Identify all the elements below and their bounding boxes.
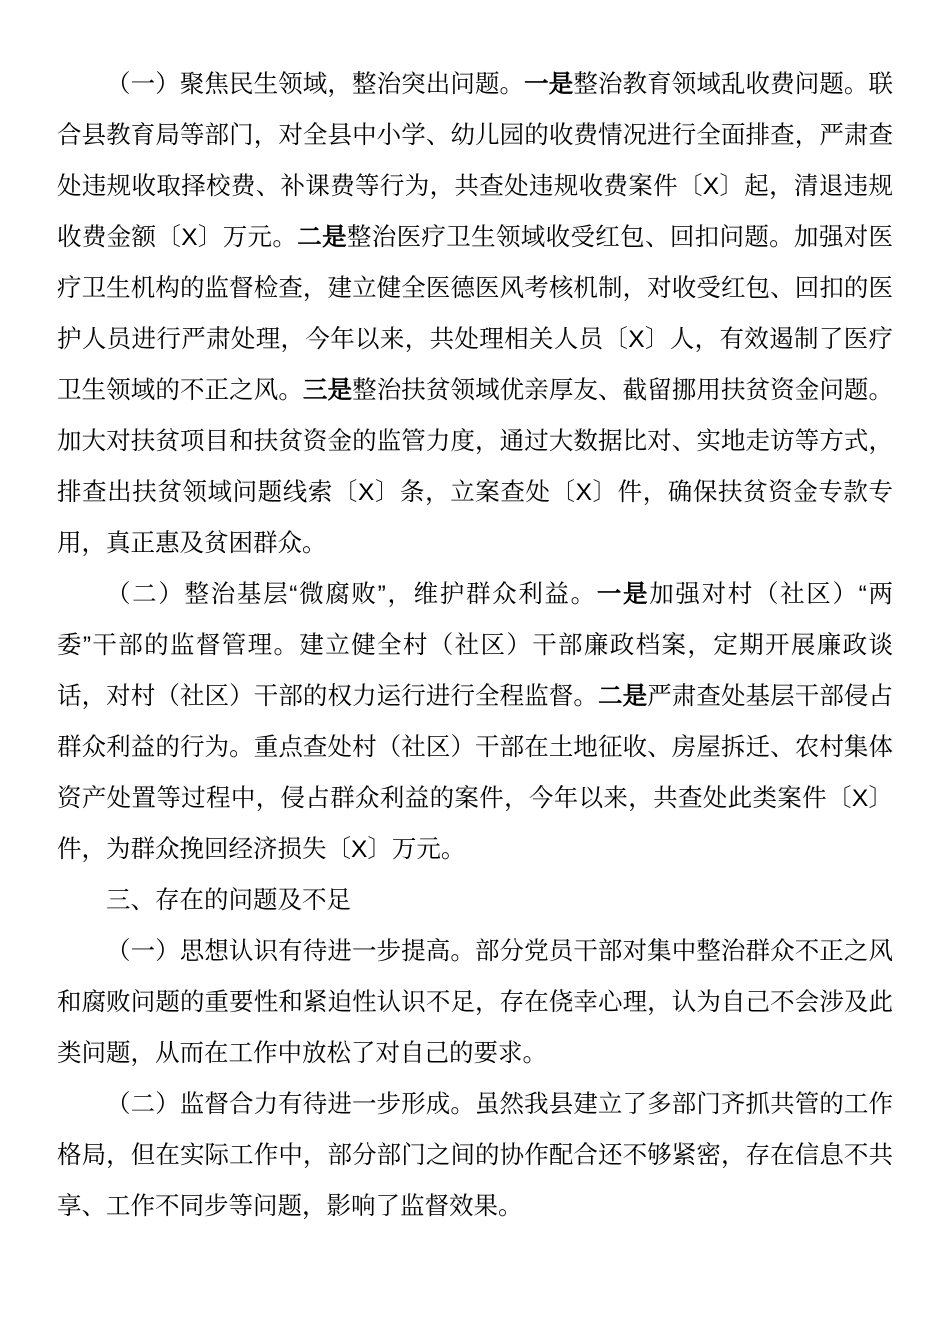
text-run-emphasis: 二是 xyxy=(297,224,347,251)
text-run: （二）整治基层“微腐败”，维护群众利益。 xyxy=(106,581,597,608)
paragraph-supervision-synergy xyxy=(57,1079,893,1232)
paragraph-ideological-awareness xyxy=(57,926,893,1079)
text-run: 加强对村（社区）“两委”干部的监督管理。建立健全村（社区）干部廉政档案，定期开展廉政谈话，对村（社区）干部的权力运行进行全程监督。 xyxy=(57,581,893,710)
text-run: 整治教育领域乱收费问题。联合县教育局等部门，对全县中小学、幼儿园的收费情况进行全面排查，严肃查处违规收取择校费、补课费等行为，共查处违规收费案件〔X〕起，清退违规收费金额〔X〕万元。 xyxy=(57,71,894,251)
text-run-emphasis: 二是 xyxy=(598,683,648,710)
text-run: 严肃查处基层干部侵占群众利益的行为。重点查处村（社区）干部在土地征收、房屋拆迁、农村集体资产处置等过程中，侵占群众利益的案件，今年以来，共查处此类案件〔X〕件，为群众挽回经济损失〔X〕万元。 xyxy=(57,683,894,863)
paragraph-grassroots-micro-corruption xyxy=(57,569,893,875)
text-run: 整治扶贫领域优亲厚友、截留挪用扶贫资金问题。加大对扶贫项目和扶贫资金的监管力度，通过大数据比对、实地走访等方式，排查出扶贫领域问题线索〔X〕条，立案查处〔X〕件，确保扶贫资金专款专用，真正惠及贫困群众。 xyxy=(57,377,894,557)
text-run: （二）监督合力有待进一步形成。虽然我县建立了多部门齐抓共管的工作格局，但在实际工作中，部分部门之间的协作配合还不够紧密，存在信息不共享、工作不同步等问题，影响了监督效果。 xyxy=(57,1091,893,1220)
section-heading-problems xyxy=(57,875,893,926)
text-run-emphasis: 一是 xyxy=(596,581,650,608)
text-run: （一）聚焦民生领域，整治突出问题。 xyxy=(106,71,525,98)
text-run-emphasis: 三是 xyxy=(302,377,353,404)
text-run: （一）思想认识有待进一步提高。部分党员干部对集中整治群众不正之风和腐败问题的重要性和紧迫性认识不足，存在侥幸心理，认为自己不会涉及此类问题，从而在工作中放松了对自己的要求。 xyxy=(57,938,893,1067)
text-run-emphasis: 一是 xyxy=(524,71,574,98)
text-run: 整治医疗卫生领域收受红包、回扣问题。加强对医疗卫生机构的监督检查，建立健全医德医风考核机制，对收受红包、回扣的医护人员进行严肃处理，今年以来，共处理相关人员〔X〕人，有效遏制了医疗卫生领域的不正之风。 xyxy=(57,224,894,404)
text-run: 三、存在的问题及不足 xyxy=(106,887,351,914)
paragraph-education-medical-poverty xyxy=(57,59,893,569)
